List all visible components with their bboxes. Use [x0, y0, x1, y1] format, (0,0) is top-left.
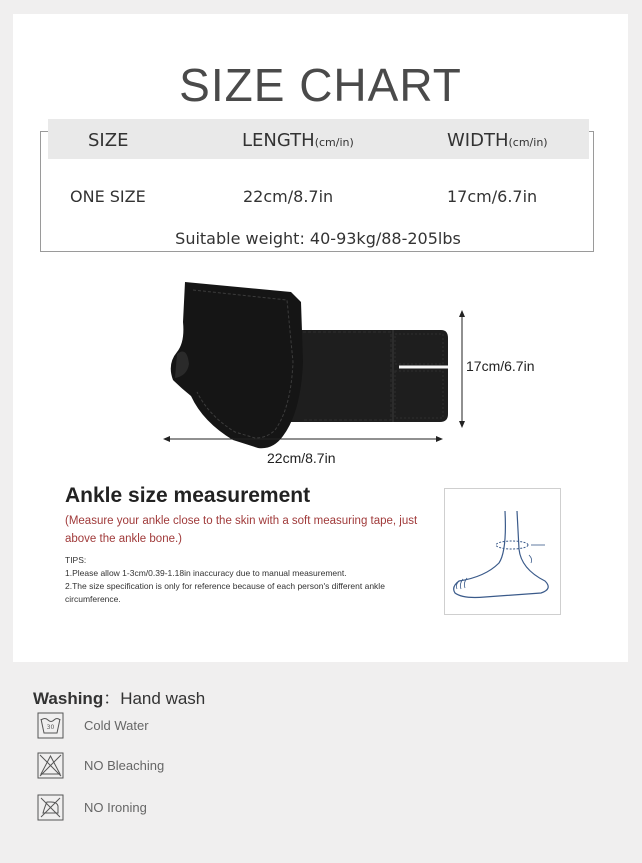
header-width: WIDTH(cm/in): [447, 130, 548, 151]
height-dimension-label: 17cm/6.7in: [466, 358, 535, 374]
suitable-weight: Suitable weight: 40-93kg/88-205lbs: [175, 229, 461, 248]
page-title: SIZE CHART: [179, 59, 462, 111]
ankle-measurement-title: Ankle size measurement: [65, 484, 311, 507]
header-length: LENGTH(cm/in): [242, 130, 354, 151]
tips-header: TIPS:: [65, 555, 87, 565]
size-chart-card: [13, 14, 628, 662]
washing-instructions: Washing：Hand wash: [33, 689, 206, 708]
care-label-no-bleach: NO Bleaching: [84, 758, 165, 773]
care-label-no-iron: NO Ironing: [84, 800, 147, 815]
cell-width: 17cm/6.7in: [447, 187, 538, 206]
no-iron-icon: [37, 794, 64, 821]
dimension-arrows: [163, 310, 473, 450]
svg-text:30: 30: [46, 724, 55, 731]
care-label-cold-water: Cold Water: [84, 718, 149, 733]
tips: [65, 554, 425, 606]
tip-2: 2.The size specification is only for reference because of each person's different ankle circumference.: [65, 581, 385, 604]
header-size: SIZE: [88, 130, 129, 151]
foot-illustration: [444, 488, 561, 615]
cell-length: 22cm/8.7in: [243, 187, 334, 206]
ankle-measurement-subtitle: (Measure your ankle close to the skin with a soft measuring tape, just above the ankle bone.): [65, 515, 418, 545]
tip-1: 1.Please allow 1-3cm/0.39-1.18in inaccuracy due to manual measurement.: [65, 568, 347, 578]
cell-size: ONE SIZE: [70, 187, 146, 206]
wash-30-icon: [37, 712, 64, 739]
size-table-header: [48, 119, 589, 159]
width-dimension-label: 22cm/8.7in: [267, 450, 336, 466]
size-table: [40, 131, 594, 252]
no-bleach-icon: [37, 752, 64, 779]
